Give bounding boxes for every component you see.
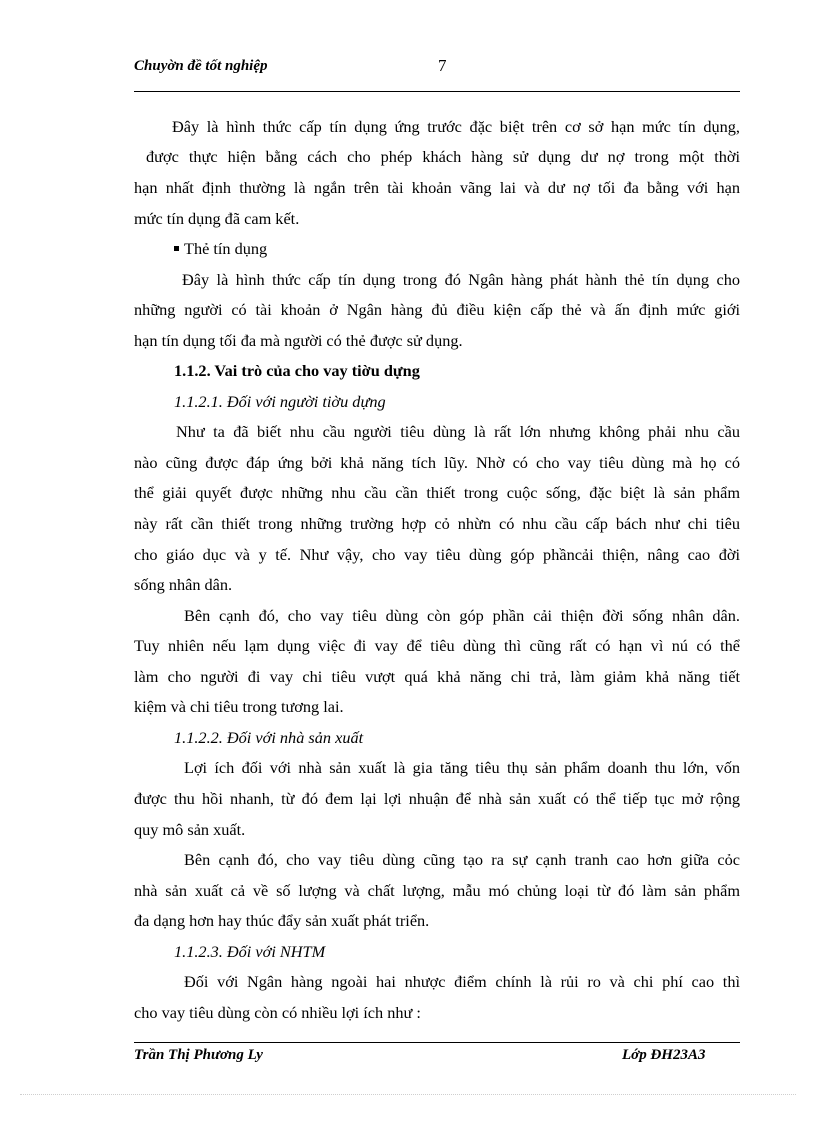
page-edge (20, 1094, 796, 1095)
header-title: Chuyờn đề tốt nghiệp (134, 58, 268, 74)
subsection-heading: 1.1.2.2. Đối với nhà sản xuất (174, 728, 364, 747)
body-line: hạn tín dụng tối đa mà người có thẻ được sử dụng. (134, 331, 463, 350)
body-line: Tuy nhiên nếu lạm dụng việc đi vay để tiêu dùng thì cũng rất có hạn vì nú có thể (134, 636, 740, 655)
body-line: nào cũng được đáp ứng bởi khả năng tích lũy. Nhờ có cho vay tiêu dùng mà họ có (134, 453, 740, 472)
body-line: Lợi ích đối với nhà sản xuất là gia tăng tiêu thụ sản phẩm doanh thu lớn, vốn (184, 758, 740, 777)
body-line: sống nhân dân. (134, 575, 233, 594)
body-line: được thực hiện bằng cách cho phép khách hàng sử dụng dư nợ trong một thời (146, 147, 740, 166)
body-line: kiệm và chi tiêu trong tương lai. (134, 697, 344, 716)
body-line: Bên cạnh đó, cho vay tiêu dùng cũng tạo ra sự cạnh tranh cao hơn giữa cỏc (184, 850, 740, 869)
body-line: mức tín dụng đã cam kết. (134, 209, 300, 228)
body-line: quy mô sản xuất. (134, 820, 246, 839)
body-line: hạn nhất định thường là ngắn trên tài khoản vãng lai và dư nợ tối đa bằng với hạn (134, 178, 740, 197)
subsection-heading: 1.1.2.3. Đối với NHTM (174, 942, 326, 961)
body-line: Bên cạnh đó, cho vay tiêu dùng còn góp phần cải thiện đời sống nhân dân. (184, 606, 740, 625)
section-heading: 1.1.2. Vai trò của cho vay tiờu dựng (174, 361, 420, 380)
body-line: Như ta đã biết nhu cầu người tiêu dùng là rất lớn nhưng không phải nhu cầu (176, 422, 740, 441)
body-line: cho giáo dục và y tế. Như vậy, cho vay tiêu dùng góp phầncải thiện, nâng cao đời (134, 545, 740, 564)
body-line: làm cho người đi vay chi tiêu vượt quá khả năng chi trả, làm giảm khả năng tiết (134, 667, 740, 686)
page-header (134, 56, 740, 84)
body-line: được thu hồi nhanh, từ đó đem lại lợi nhuận để nhà sản xuất có thể tiếp tục mở rộng (134, 789, 740, 808)
footer-rule (134, 1042, 740, 1043)
header-rule (134, 91, 740, 92)
body-line: những người có tài khoản ở Ngân hàng đủ điều kiện cấp thẻ và ấn định mức giới (134, 300, 740, 319)
body-line: thể giải quyết được những nhu cầu cần thiết trong cuộc sống, đặc biệt là sản phẩm (134, 483, 740, 502)
bullet-icon (174, 246, 179, 251)
body-line: đa dạng hơn hay thúc đẩy sản xuất phát triển. (134, 911, 430, 930)
subsection-heading: 1.1.2.1. Đối với người tiờu dựng (174, 392, 386, 411)
footer-author: Trần Thị Phương Ly (134, 1047, 263, 1063)
body-line: Đối với Ngân hàng ngoài hai nhược điểm chính là rủi ro và chi phí cao thì (184, 972, 740, 991)
bullet-item-label: Thẻ tín dụng (184, 239, 268, 258)
page-number: 7 (438, 56, 447, 75)
body-line: cho vay tiêu dùng còn có nhiều lợi ích như : (134, 1003, 421, 1022)
body-line: này rất cần thiết trong những trường hợp cỏ nhừn có nhu cầu cấp bách như chi tiêu (134, 514, 740, 533)
body-line: nhà sản xuất cả về số lượng và chất lượng, mẫu mó chủng loại từ đó làm sản phẩm (134, 881, 740, 900)
body-line: Đây là hình thức cấp tín dụng trong đó Ngân hàng phát hành thẻ tín dụng cho (182, 270, 740, 289)
footer-class: Lớp ĐH23A3 (622, 1047, 706, 1063)
bullet-item (174, 234, 267, 264)
body-line: Đây là hình thức cấp tín dụng ứng trước đặc biệt trên cơ sở hạn mức tín dụng, (172, 117, 740, 136)
